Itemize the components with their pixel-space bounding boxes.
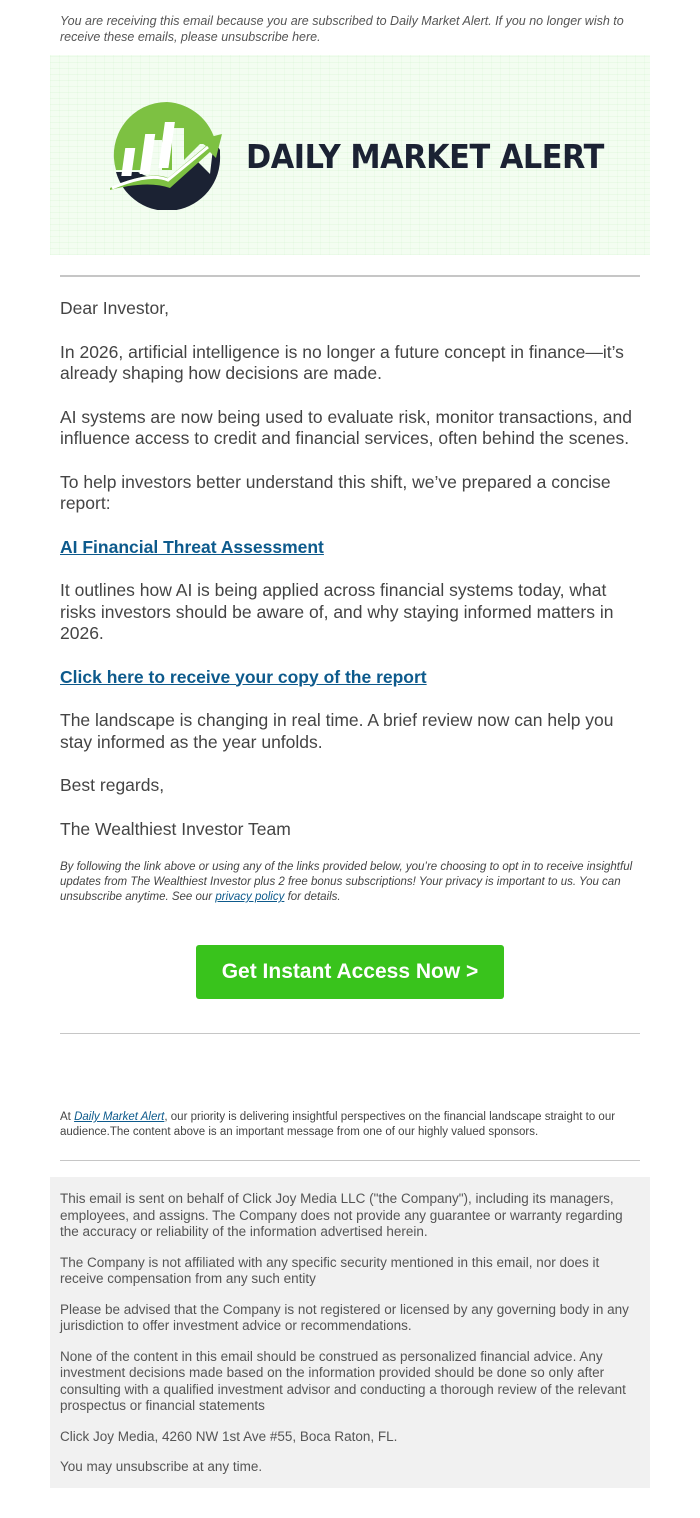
footer-company-disclaimer: This email is sent on behalf of Click Joy Media LLC ("the Company"), including its managers, employees, and assigns. The Company does not provide any guarantee or warranty regarding the accuracy or reliability of the information advertised herein.	[60, 1191, 623, 1239]
footer-address: Click Joy Media, 4260 NW 1st Ave #55, Boca Raton, FL.	[60, 1428, 398, 1444]
sponsor-note	[50, 1110, 650, 1140]
greeting: Dear Investor,	[60, 298, 169, 318]
paragraph-report-intro: To help investors better understand this shift, we’ve prepared a concise report:	[60, 471, 611, 513]
preheader-text: You are receiving this email because you are subscribed to Daily Market Alert. If you no longer wish to receive these emails, please unsubscribe here.	[60, 14, 624, 44]
logo-banner	[50, 55, 650, 255]
receive-copy-link[interactable]: Click here to receive your copy of the report	[60, 666, 427, 687]
logo-text: DAILY MARKET ALERT	[246, 137, 604, 176]
paragraph-ai-systems: AI systems are now being used to evaluate risk, monitor transactions, and influence access to credit and financial services, often behind the scenes.	[60, 406, 632, 448]
disclaimer-suffix: for details.	[284, 891, 341, 903]
footer-advice: None of the content in this email should be construed as personalized financial advice. Any investment decisions made based on the information provided should be done so only after consulting with a qualified investment advisor and conducting a thorough review of the relevant prospectus or financial statements	[60, 1348, 626, 1413]
legal-footer	[50, 1177, 650, 1488]
opt-in-disclaimer	[50, 860, 650, 905]
footer-unsubscribe: You may unsubscribe at any time.	[60, 1459, 263, 1474]
logo-chart-icon	[110, 100, 225, 210]
paragraph-report-outline: It outlines how AI is being applied across financial systems today, what risks investors should be aware of, and why staying informed matters in 2026.	[60, 580, 614, 643]
email-container	[50, 0, 650, 1488]
disclaimer-text: By following the link above or using any of the links provided below, you’re choosing to opt in to receive insightful updates from The Wealthiest Investor plus 2 free bonus subscriptions! Your privacy is important to us. You can unsubscribe anytime. See our	[60, 861, 633, 903]
sponsor-prefix: At	[60, 1111, 75, 1123]
footer-licensing: Please be advised that the Company is not registered or licensed by any governing body in any jurisdiction to offer investment advice or recommendations.	[60, 1301, 629, 1333]
get-instant-access-button[interactable]: Get Instant Access Now >	[196, 945, 504, 999]
privacy-policy-link[interactable]: privacy policy	[215, 891, 285, 903]
report-link[interactable]: AI Financial Threat Assessment	[60, 536, 324, 557]
paragraph-landscape: The landscape is changing in real time. A brief review now can help you stay informed as the year unfolds.	[60, 710, 614, 752]
sponsor-text: , our priority is delivering insightful perspectives on the financial landscape straight to our audience.The content above is an important message from one of our highly valued sponsors.	[60, 1111, 616, 1138]
email-body	[50, 277, 650, 840]
daily-market-alert-link[interactable]: Daily Market Alert	[74, 1111, 165, 1123]
signature: The Wealthiest Investor Team	[60, 818, 291, 839]
paragraph-intro: In 2026, artificial intelligence is no longer a future concept in finance—it’s already shaping how decisions are made.	[60, 341, 624, 383]
footer-affiliation: The Company is not affiliated with any specific security mentioned in this email, nor does it receive compensation from any such entity	[60, 1254, 600, 1286]
signoff: Best regards,	[60, 775, 165, 795]
